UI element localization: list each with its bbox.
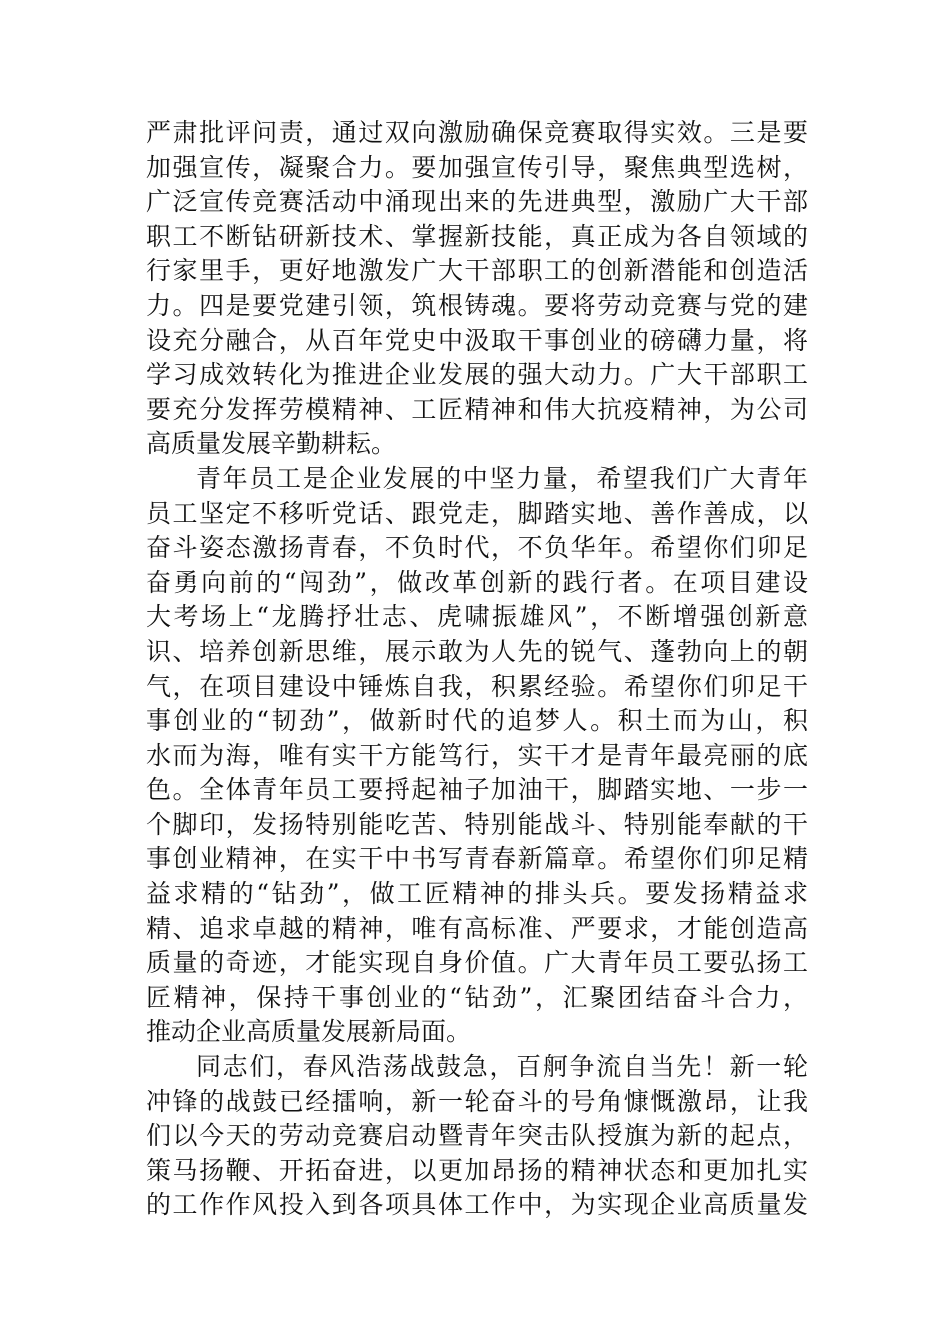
text-line: 色。全体青年员工要捋起袖子加油干，脚踏实地、一步一: [146, 775, 808, 805]
text-line: 行家里手，更好地激发广大干部职工的创新潜能和创造活: [146, 256, 808, 286]
text-line: 力。四是要党建引领，筑根铸魂。要将劳动竞赛与党的建: [146, 290, 808, 320]
text-line: 要充分发挥劳模精神、工匠精神和伟大抗疫精神，为公司: [146, 394, 808, 424]
text-line: 事创业的“韧劲”，做新时代的追梦人。积土而为山，积: [146, 706, 808, 736]
text-line: 事创业精神，在实干中书写青春新篇章。希望你们卯足精: [146, 844, 808, 874]
text-line: 个脚印，发扬特别能吃苦、特别能战斗、特别能奉献的干: [146, 809, 808, 839]
text-line: 冲锋的战鼓已经擂响，新一轮奋斗的号角慷慨激昂，让我: [146, 1086, 808, 1116]
text-line: 广泛宣传竞赛活动中涌现出来的先进典型，激励广大干部: [146, 187, 808, 217]
text-line: 识、培养创新思维，展示敢为人先的锐气、蓬勃向上的朝: [146, 636, 808, 666]
text-line: 策马扬鞭、开拓奋进，以更加昂扬的精神状态和更加扎实: [146, 1155, 808, 1185]
text-line: 们以今天的劳动竞赛启动暨青年突击队授旗为新的起点，: [146, 1121, 808, 1151]
text-line: 奋勇向前的“闯劲”，做改革创新的践行者。在项目建设: [146, 567, 808, 597]
text-line: 气，在项目建设中锤炼自我，积累经验。希望你们卯足干: [146, 671, 808, 701]
text-line: 奋斗姿态激扬青春，不负时代，不负华年。希望你们卯足: [146, 533, 808, 563]
text-line: 益求精的“钻劲”，做工匠精神的排头兵。要发扬精益求: [146, 879, 808, 909]
text-line: 员工坚定不移听党话、跟党走，脚踏实地、善作善成，以: [146, 498, 808, 528]
text-line: 加强宣传，凝聚合力。要加强宣传引导，聚焦典型选树，: [146, 152, 808, 182]
text-line: 精、追求卓越的精神，唯有高标准、严要求，才能创造高: [146, 913, 808, 943]
body-text: [146, 116, 808, 1223]
text-line: 职工不断钻研新技术、掌握新技能，真正成为各自领域的: [146, 221, 808, 251]
text-line: 学习成效转化为推进企业发展的强大动力。广大干部职工: [146, 360, 808, 390]
text-line: 推动企业高质量发展新局面。: [146, 1017, 472, 1047]
text-line: 青年员工是企业发展的中坚力量，希望我们广大青年: [196, 463, 808, 493]
text-line: 设充分融合，从百年党史中汲取干事创业的磅礴力量，将: [146, 325, 808, 355]
text-line: 高质量发展辛勤耕耘。: [146, 429, 397, 459]
text-line: 同志们，春风浩荡战鼓急，百舸争流自当先！新一轮: [196, 1052, 808, 1082]
text-line: 的工作作风投入到各项具体工作中，为实现企业高质量发: [146, 1190, 808, 1220]
text-line: 水而为海，唯有实干方能笃行，实干才是青年最亮丽的底: [146, 740, 808, 770]
text-line: 匠精神，保持干事创业的“钻劲”，汇聚团结奋斗合力，: [146, 982, 808, 1012]
text-line: 质量的奇迹，才能实现自身价值。广大青年员工要弘扬工: [146, 948, 808, 978]
text-line: 严肃批评问责，通过双向激励确保竞赛取得实效。三是要: [146, 118, 808, 147]
text-line: 大考场上“龙腾抒壮志、虎啸振雄风”，不断增强创新意: [146, 602, 808, 632]
